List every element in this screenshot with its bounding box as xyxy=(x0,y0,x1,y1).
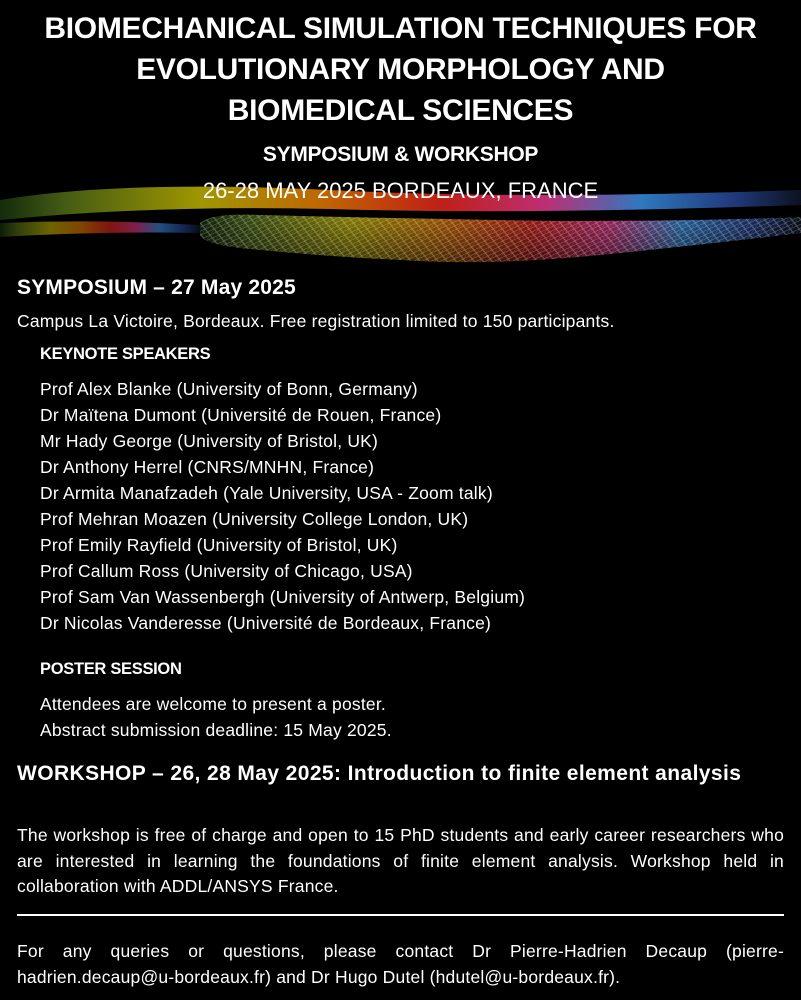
keynote-heading: KEYNOTE SPEAKERS xyxy=(40,345,211,363)
keynote-speaker-list xyxy=(40,376,525,636)
title-line: EVOLUTIONARY MORPHOLOGY AND xyxy=(136,53,665,86)
title-line: BIOMECHANICAL SIMULATION TECHNIQUES FOR xyxy=(44,12,757,45)
speaker-item: Dr Nicolas Vanderesse (Université de Bordeaux, France) xyxy=(40,613,492,633)
symposium-location: Campus La Victoire, Bordeaux. Free registration limited to 150 participants. xyxy=(17,311,615,331)
poster-deadline-line: Abstract submission deadline: 15 May 2025. xyxy=(40,720,392,740)
speaker-item: Prof Mehran Moazen (University College London, UK) xyxy=(40,509,469,529)
workshop-description: The workshop is free of charge and open to 15 PhD students and early career researchers who are interested in learning the foundations of finite element analysis. Workshop held in collaboration with ADDL/ANSYS France. xyxy=(17,825,784,896)
contact-info: For any queries or questions, please contact Dr Pierre-Hadrien Decaup (pierre-hadrien.decaup@u-bordeaux.fr) and Dr Hugo Dutel (hdutel@u-bordeaux.fr). xyxy=(17,941,784,987)
symposium-heading: SYMPOSIUM – 27 May 2025 xyxy=(17,276,296,299)
speaker-item: Mr Hady George (University of Bristol, UK) xyxy=(40,431,379,451)
speaker-item: Prof Sam Van Wassenbergh (University of Antwerp, Belgium) xyxy=(40,587,526,607)
event-subtitle: SYMPOSIUM & WORKSHOP xyxy=(262,143,539,166)
divider xyxy=(17,914,784,916)
poster-title xyxy=(0,8,801,131)
speaker-item: Dr Maïtena Dumont (Université de Rouen, France) xyxy=(40,405,442,425)
event-dates-location: 26-28 MAY 2025 BORDEAUX, FRANCE xyxy=(202,178,599,203)
speaker-item: Prof Emily Rayfield (University of Bristol, UK) xyxy=(40,535,398,555)
poster-session-heading: POSTER SESSION xyxy=(40,660,182,678)
workshop-heading: WORKSHOP – 26, 28 May 2025: Introduction to finite element analysis xyxy=(17,762,742,785)
title-line: BIOMEDICAL SCIENCES xyxy=(227,94,574,127)
speaker-item: Dr Anthony Herrel (CNRS/MNHN, France) xyxy=(40,457,375,477)
speaker-item: Dr Armita Manafzadeh (Yale University, USA - Zoom talk) xyxy=(40,483,493,503)
speaker-item: Prof Alex Blanke (University of Bonn, Germany) xyxy=(40,379,418,399)
poster-session-line: Attendees are welcome to present a poster. xyxy=(40,694,386,714)
speaker-item: Prof Callum Ross (University of Chicago, USA) xyxy=(40,561,413,581)
